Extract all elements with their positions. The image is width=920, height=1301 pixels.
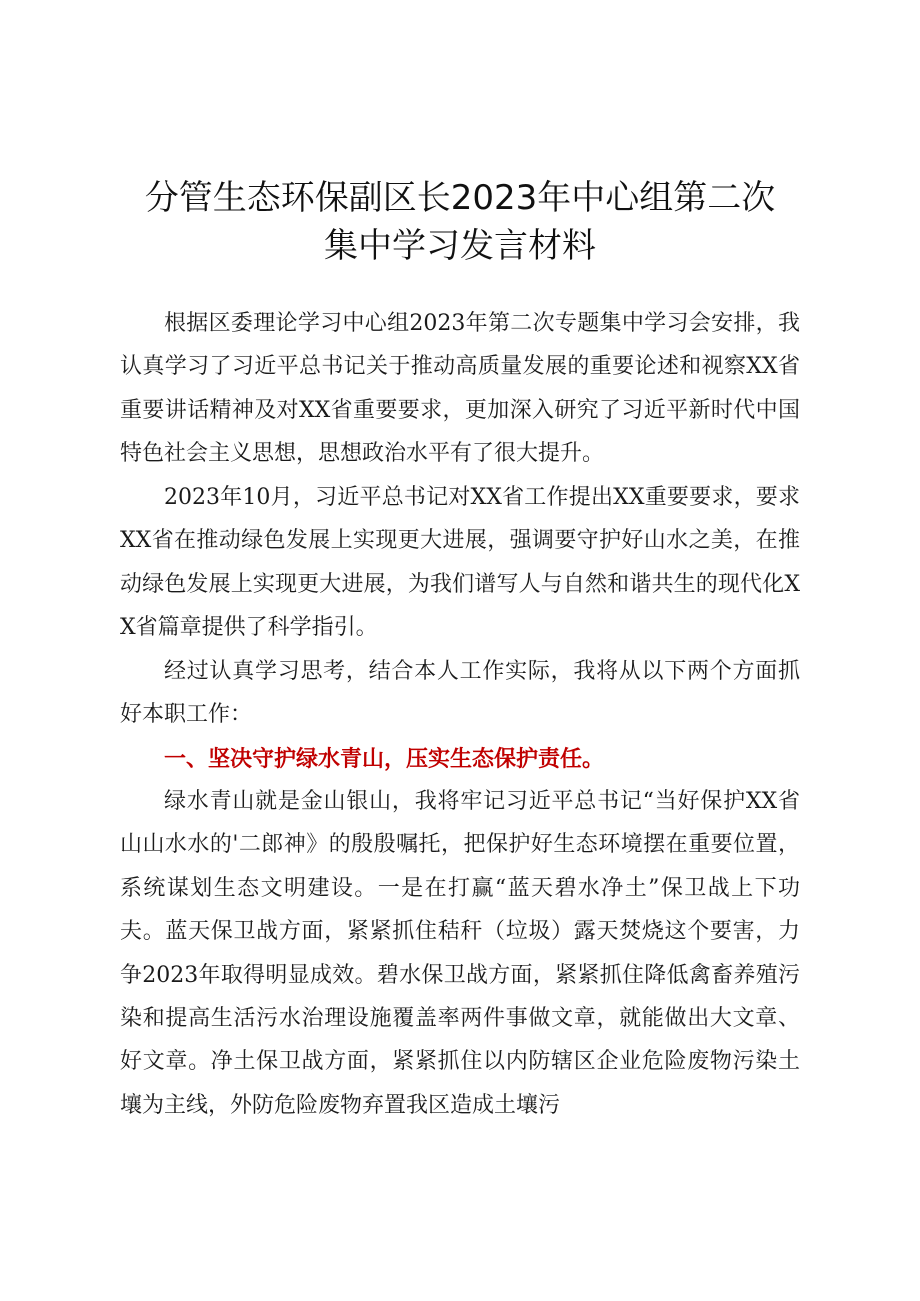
paragraph-october-requirements: 2023年10月，习近平总书记对XX省工作提出XX重要要求，要求XX省在推动绿色发展上实现更大进展，强调要守护好山水之美，在推动绿色发展上实现更大进展，为我们谱写人与自然和谐共生的现代化XX省篇章提供了科学指引。 [120,485,800,641]
document-title-line-2: 集中学习发言材料 [324,226,596,266]
paragraph-ecological-protection: 绿水青山就是金山银山，我将牢记习近平总书记“当好保护XX省山山水水的'二郎神》的殷殷嘱托，把保护好生态环境摆在重要位置，系统谋划生态文明建设。一是在打赢“蓝天碧水净土”保卫战上下功夫。蓝天保卫战方面，紧紧抓住秸秆（垃圾）露天焚烧这个要害，力争2023年取得明显成效。碧水保卫战方面，紧紧抓住降低禽畜养殖污染和提高生活污水治理设施覆盖率两件事做文章，就能做出大文章、好文章。净土保卫战方面，紧紧抓住以内防辖区企业危险废物污染土壤为主线，外防危险废物弃置我区造成土壤污 [120,789,800,1118]
document-title-line-1: 分管生态环保副区长2023年中心组第二次 [144,178,776,218]
paragraph-work-plan-intro: 经过认真学习思考，结合本人工作实际，我将从以下两个方面抓好本职工作： [120,659,800,728]
paragraph-study-arrangement: 根据区委理论学习中心组2023年第二次专题集中学习会安排，我认真学习了习近平总书记关于推动高质量发展的重要论述和视察XX省重要讲话精神及对XX省重要要求，更加深入研究了习近平新时代中国特色社会主义思想，思想政治水平有了很大提升。 [120,311,800,467]
section-heading-one: 一、坚决守护绿水青山，压实生态保护责任。 [164,747,605,772]
